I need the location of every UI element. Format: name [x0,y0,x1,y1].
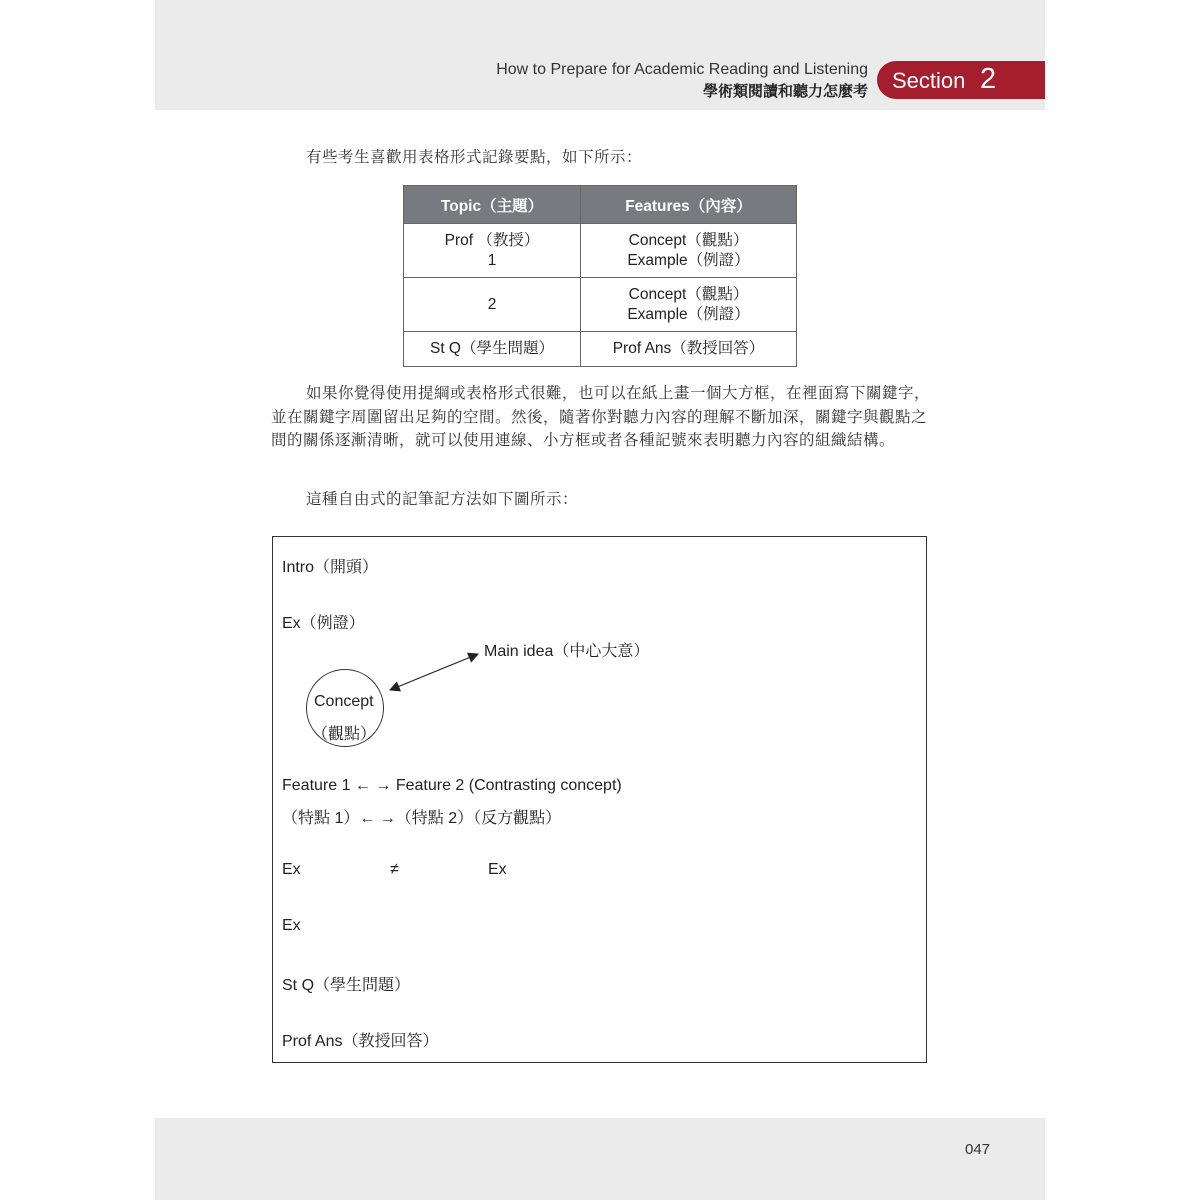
section-number: 2 [980,63,997,95]
footer-band [155,1118,1045,1200]
note-ex1: Ex（例證） [282,615,365,632]
table-header-topic: Topic（主題） [404,186,581,224]
cell-line: 1 [487,251,497,269]
cell-line: St Q（學生問題） [429,340,554,357]
cell-line: Example（例證） [627,305,750,323]
note-st-q: St Q（學生問題） [282,977,411,994]
notes-table [403,185,797,367]
page [155,0,1045,1200]
table-header-features: Features（內容） [581,186,797,224]
page-number: 047 [965,1141,991,1158]
table-cell-topic [404,224,581,278]
not-equal-icon: ≠ [390,861,399,878]
note-prof-ans: Prof Ans（教授回答） [282,1033,439,1050]
header-title-en: How to Prepare for Academic Reading and Listening [496,61,868,78]
table-cell-features [581,224,797,278]
table-row [404,332,797,367]
freeform-notes-box [272,536,927,1063]
body-paragraph: 如果你覺得使用提綱或表格形式很難，也可以在紙上畫一個大方框，在裡面寫下關鍵字，並在關鍵字周圍留出足夠的空間。然後，隨著你對聽力內容的理解不斷加深，關鍵字與觀點之間的關係逐漸清晰，就可以使用連線、小方框或者各種記號來表明聽力內容的組織結構。 [271,384,931,449]
note-feature-zh: （特點 1）← →（特點 2）（反方觀點） [282,810,562,827]
cell-line: 2 [487,295,497,313]
body-paragraph-figure-intro: 這種自由式的記筆記方法如下圖所示： [306,490,579,508]
cell-line: Example（例證） [627,251,750,269]
section-label: Section [892,68,966,93]
note-ex-left: Ex [282,861,301,878]
table-cell-features [581,332,797,367]
note-main-idea: Main idea（中心大意） [484,643,650,660]
note-concept-zh: （觀點） [312,726,377,743]
note-intro: Intro（開頭） [282,559,379,576]
section-tab [877,61,1045,99]
table-cell-topic [404,278,581,332]
table-row [404,278,797,332]
cell-line: Concept（觀點） [628,285,749,303]
intro-text: 有些考生喜歡用表格形式記錄要點，如下所示： [306,148,643,166]
table-header-row [404,186,797,224]
note-feature-en: Feature 1 ← → Feature 2 (Contrasting concept) [282,777,622,794]
note-ex3: Ex [282,917,301,934]
note-concept-en: Concept [314,693,374,710]
table-cell-features [581,278,797,332]
cell-line: Concept（觀點） [628,231,749,249]
header-title-zh: 學術類閱讀和聽力怎麼考 [702,82,868,100]
note-ex-right: Ex [488,861,507,878]
cell-line: Prof Ans（教授回答） [612,340,765,357]
table-cell-topic [404,332,581,367]
table-row [404,224,797,278]
cell-line: Prof （教授） [444,231,540,249]
